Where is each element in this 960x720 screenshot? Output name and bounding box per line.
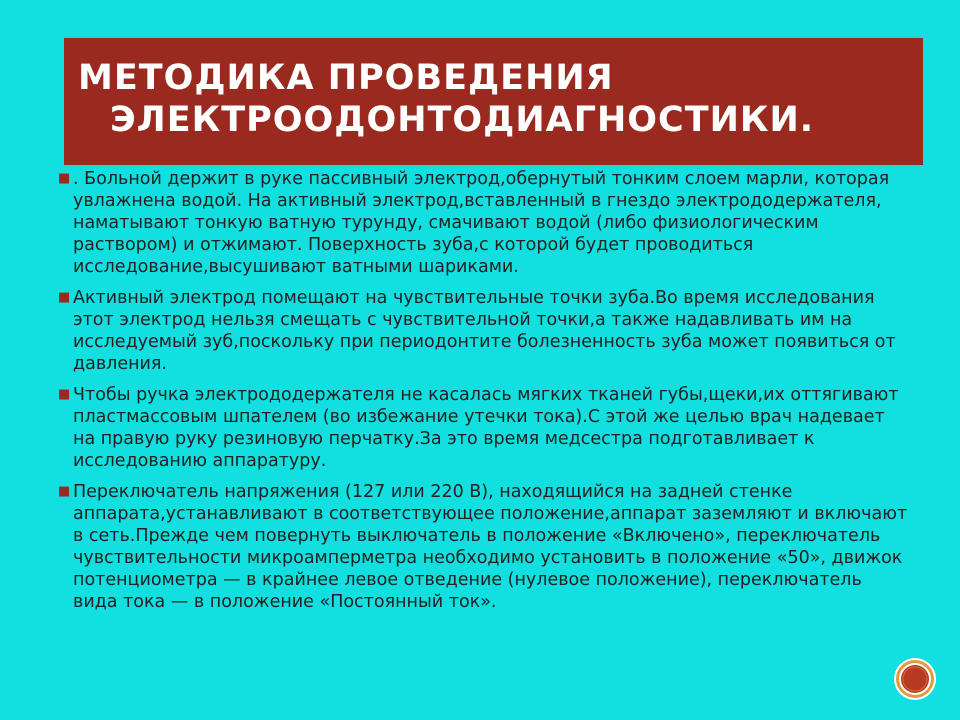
bullet-marker-icon: ■ <box>58 484 71 499</box>
bullet-item-2 <box>58 287 908 375</box>
bullet-text: Переключатель напряжения (127 или 220 В), находящийся на задней стенке аппарата,устанавливают в соответствующее положение,аппарат заземляют и включают в сеть.Прежде чем повернуть выключатель в положение «Включено», переключатель чувствительности микроамперметра необходимо установить в положение «50», движок потенциометра — в крайнее левое отведение (нулевое положение), переключатель вида тока — в положение «Постоянный ток». <box>73 482 908 612</box>
bullet-list <box>58 168 908 622</box>
bullet-text: Активный электрод помещают на чувствительные точки зуба.Во время исследования этот электрод нельзя смещать с чувствительной точки,а также надавливать им на исследуемый зуб,поскольку при периодонтите болезненность зуба может появиться от давления. <box>73 288 896 374</box>
title-banner <box>64 38 923 165</box>
bullet-text: Чтобы ручка электрододержателя не касалась мягких тканей губы,щеки,их оттягивают пластмассовым шпателем (во избежание утечки тока).С этой же целью врач надевает на правую руку резиновую перчатку.За это время медсестра подготавливает к исследованию аппаратуру. <box>73 385 899 471</box>
circle-emblem-icon <box>893 657 937 701</box>
bullet-text: . Больной держит в руке пассивный электрод,обернутый тонким слоем марли, которая увлажнена водой. На активный электрод,вставленный в гнездо электрододержателя, наматывают тонкую ватную турунду, смачивают водой (либо физиологическим раствором) и отжимают. Поверхность зуба,с которой будет проводиться исследование,высушивают ватными шариками. <box>73 169 890 277</box>
bullet-item-4 <box>58 481 908 613</box>
bullet-marker-icon: ■ <box>58 387 71 402</box>
bullet-item-1 <box>58 168 908 278</box>
slide-title-line-2: ЭЛЕКТРООДОНТОДИАГНОСТИКИ. <box>110 100 815 140</box>
bullet-marker-icon: ■ <box>58 171 71 186</box>
bullet-item-3 <box>58 384 908 472</box>
bullet-marker-icon: ■ <box>58 290 71 305</box>
slide-title-line-1: МЕТОДИКА ПРОВЕДЕНИЯ <box>78 58 614 98</box>
